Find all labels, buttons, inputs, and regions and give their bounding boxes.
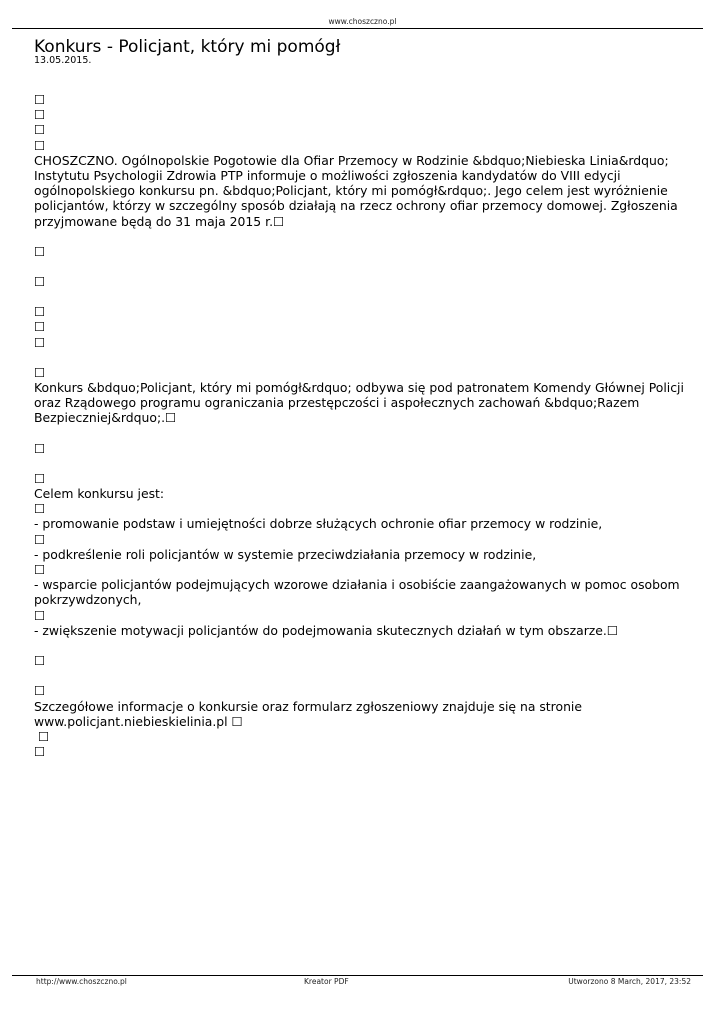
empty-box: ☐	[34, 653, 46, 669]
paragraph-info: Szczegółowe informacje o konkursie oraz formularz zgłoszeniowy znajduje się na stronie www.policjant.niebieskielinia.pl ☐	[34, 698, 582, 729]
footer-generator: Kreator PDF	[304, 977, 349, 986]
header-site-url: www.choszczno.pl	[328, 17, 397, 26]
paragraph-intro: CHOSZCZNO. Ogólnopolskie Pogotowie dla Ofiar Przemocy w Rodzinie &bdquo;Niebieska Linia&rdquo; Instytutu Psychologii Zdrowia PTP informuje o możliwości zgłoszenia kandydatów do VIII edycji ogólnopolskiego konkursu pn. &bdquo;Policjant, który mi pomógł&rdquo;. Jego celem jest wyróżnienie policjantów, którzy w szczególny sposób działają na rzecz ochrony ofiar przemocy domowej. Zgłoszenia przyjmowane będą do 31 maja 2015 r.☐	[34, 152, 678, 229]
empty-box: ☐	[34, 440, 46, 456]
empty-box: ☐	[38, 728, 50, 744]
empty-box: ☐	[34, 744, 46, 760]
goals-heading: Celem konkursu jest:	[34, 486, 165, 502]
goal-item: - podkreślenie roli policjantów w systemie przeciwdziałania przemocy w rodzinie,	[34, 546, 537, 562]
empty-box: ☐	[34, 274, 46, 290]
header-divider	[12, 28, 703, 29]
footer-created: Utworzono 8 March, 2017, 23:52	[568, 977, 691, 986]
empty-box: ☐	[34, 364, 46, 380]
empty-box: ☐	[34, 531, 46, 547]
empty-box: ☐	[34, 137, 46, 153]
article-body	[34, 92, 694, 759]
empty-box: ☐	[34, 304, 46, 320]
empty-box: ☐	[34, 107, 46, 123]
article-title: Konkurs - Policjant, który mi pomógł	[34, 37, 341, 57]
goal-item: - promowanie podstaw i umiejętności dobrze służących ochronie ofiar przemocy w rodzinie,	[34, 516, 603, 532]
empty-box: ☐	[34, 243, 46, 259]
article-date: 13.05.2015.	[34, 55, 92, 66]
empty-box: ☐	[34, 607, 46, 623]
footer-divider	[12, 975, 703, 976]
empty-box: ☐	[34, 470, 46, 486]
paragraph-patronage: Konkurs &bdquo;Policjant, który mi pomógł&rdquo; odbywa się pod patronatem Komendy Głównej Policji oraz Rządowego programu ograniczania przestępczości i aspołecznych zachowań &bdquo;Razem Bezpieczniej&rdquo;.☐	[34, 380, 684, 426]
empty-box: ☐	[34, 501, 46, 517]
empty-box: ☐	[34, 562, 46, 578]
empty-box: ☐	[34, 122, 46, 138]
footer-url: http://www.choszczno.pl	[36, 977, 127, 986]
empty-box: ☐	[34, 319, 46, 335]
empty-box: ☐	[34, 334, 46, 350]
empty-box: ☐	[34, 683, 46, 699]
goal-item: - zwiększenie motywacji policjantów do podejmowania skutecznych działań w tym obszarze.☐	[34, 622, 618, 638]
goal-item: - wsparcie policjantów podejmujących wzorowe działania i osobiście zaangażowanych w pomoc osobom pokrzywdzonych,	[34, 577, 680, 608]
empty-box: ☐	[34, 92, 46, 107]
